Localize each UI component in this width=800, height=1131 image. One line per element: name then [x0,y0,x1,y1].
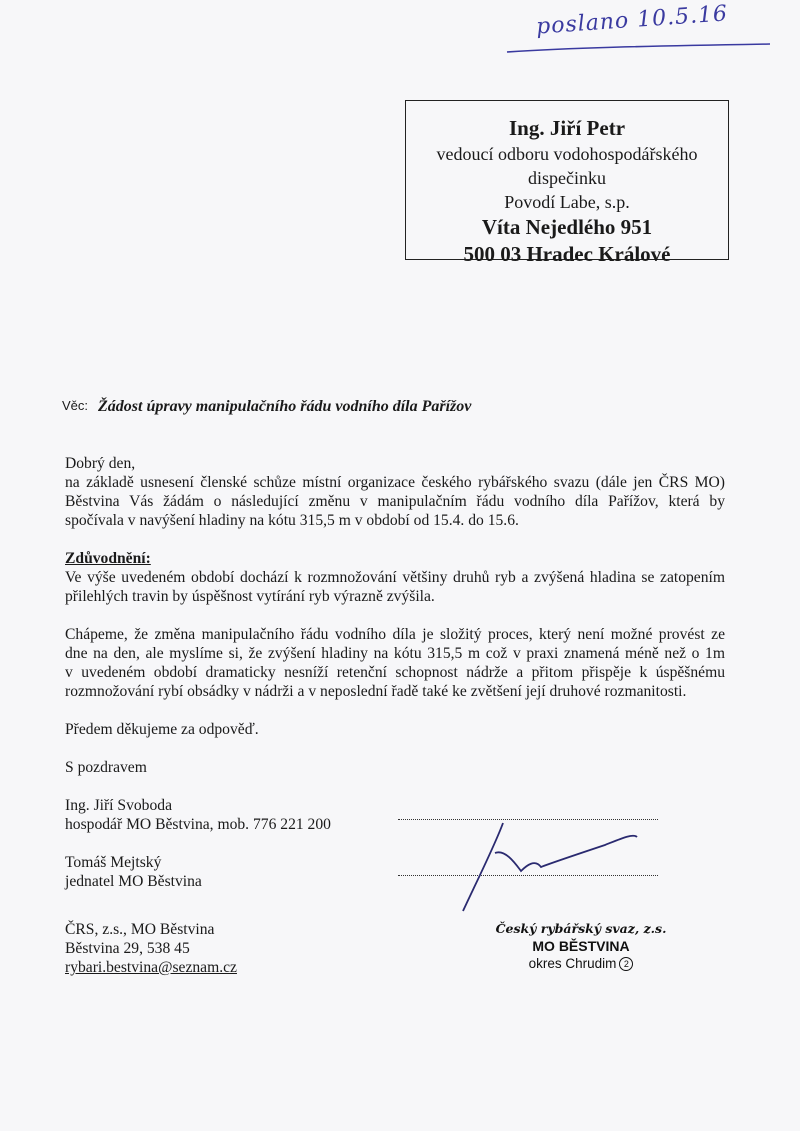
thanks-line: Předem děkujeme za odpověď. [65,721,259,738]
recipient-role-line2: dispečinku [528,168,606,188]
signatory1-role: hospodář MO Běstvina, mob. 776 221 200 [65,816,331,833]
subject-text: Žádost úpravy manipulačního řádu vodního díla Pařížov [98,398,472,415]
greeting: Dobrý den, [65,455,136,472]
sender-email-link[interactable]: rybari.bestvina@seznam.cz [65,959,237,976]
stamp-line1: Český rybářský svaz, z.s. [495,921,667,936]
justification-heading: Zdůvodnění: [65,550,151,567]
recipient-city: 500 03 Hradec Králové [463,242,671,266]
signatory2-role: jednatel MO Běstvina [65,873,202,890]
para3-line4: rozmnožování rybí obsádky v nádrži a v neposlední řadě také ke zvětšení její druhové rozmanitosti. [65,683,687,700]
recipient-organization: Povodí Labe, s.p. [504,192,630,212]
handwritten-underline [505,40,775,60]
recipient-address-box [405,100,729,266]
para3-line3: v uvedeném období dramaticky nesníží retenční schopnost nádrže a přitom přispěje k úspěšnému [65,664,725,681]
recipient-role-line1: vedoucí odboru vodohospodářského [436,144,698,164]
stamp-line3-row [492,955,670,973]
para1-line3: spočívala v navýšení hladiny na kótu 315,5 m v období od 15.4. do 15.6. [65,512,519,529]
recipient-street: Víta Nejedlého 951 [481,215,653,239]
organization-stamp [492,920,670,973]
stamp-line3: okres Chrudim [528,956,617,971]
recipient-name: Ing. Jiří Petr [508,116,626,140]
subject-label: Věc: [62,398,89,413]
para1-line1: na základě usnesení členské schůze místní organizace českého rybářského svazu (dále jen ČRS MO) [65,474,725,491]
sender-line2: Běstvina 29, 538 45 [65,940,190,957]
signatory2-name: Tomáš Mejtský [65,854,162,871]
stamp-line2: MO BĚSTVINA [532,938,630,954]
para3-line2: dne na den, ale myslíme si, že zvýšení hladiny na kótu 315,5 m což v praxi znamená méně než o 1m [65,645,725,662]
para2-line1: Ve výše uvedeném období dochází k rozmnožování většiny druhů ryb a zvýšená hladina se zatopením [65,569,725,586]
para3-line1: Chápeme, že změna manipulačního řádu vodního díla je složitý proces, který není možné provést ze [65,626,725,643]
handwritten-note: poslano 10.5.16 [535,1,729,40]
para2-line2: přilehlých travin by úspěšnost vytírání ryb výrazně zvýšila. [65,588,435,605]
signatory1-name: Ing. Jiří Svoboda [65,797,172,814]
stamp-number-mark: 2 [619,957,633,971]
handwritten-signature [455,815,645,915]
para1-line2: Běstvina Vás žádám o následující změnu v manipulačním řádu vodního díla Pařížov, která by [65,493,725,510]
sender-line1: ČRS, z.s., MO Běstvina [65,921,215,938]
closing-line: S pozdravem [65,759,147,776]
sender-block [65,920,237,977]
